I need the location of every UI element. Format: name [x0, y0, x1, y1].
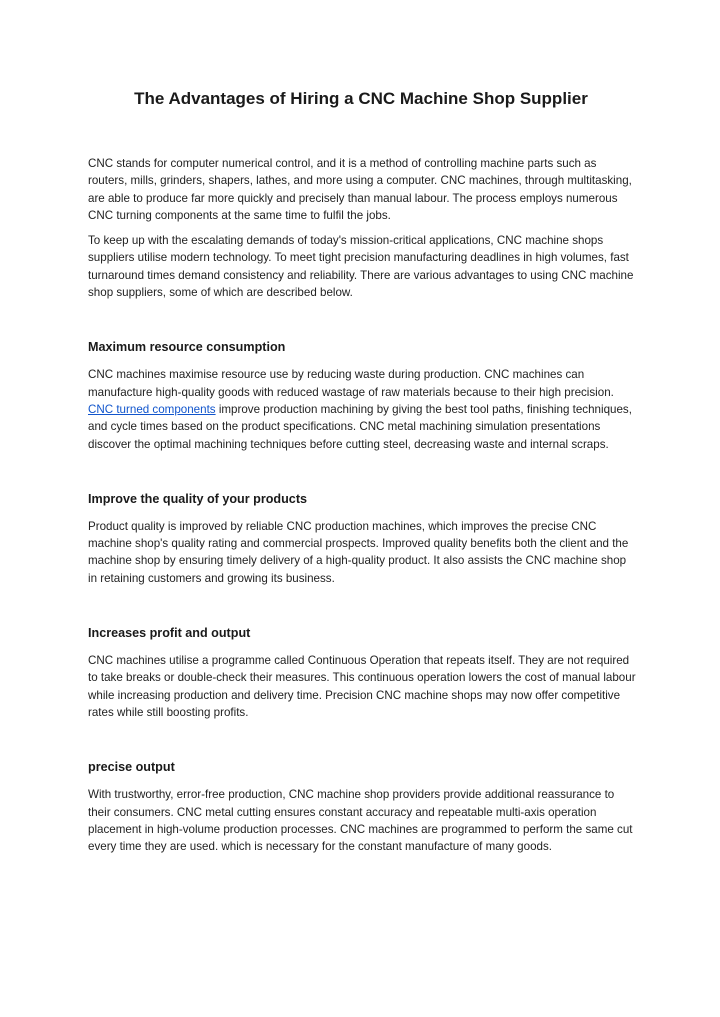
section-heading: Increases profit and output — [88, 626, 251, 641]
intro-paragraph-2: To keep up with the escalating demands of today's mission-critical applications, CNC machine shops suppliers utilise modern technology. To meet tight precision manufacturing deadlines in high volumes, fast turnaround times demand consistency and reliability. There are various advantages to using CNC machine shop suppliers, some of which are described below. — [88, 234, 634, 300]
section-paragraph: CNC machines utilise a programme called Continuous Operation that repeats itself. They are not required to take breaks or double-check their measures. This continuous operation lowers the cost of manual labour while increasing production and delivery time. Precision CNC machine shops may now offer competitive rates while still boosting profits. — [88, 654, 636, 719]
section-increases-profit — [88, 624, 636, 721]
section-paragraph — [88, 366, 636, 452]
section-spacer — [88, 309, 636, 338]
section-spacer — [88, 595, 636, 624]
paragraph-text: CNC machines maximise resource use by reducing waste during production. CNC machines can manufacture high-quality goods with reduced wastage of raw materials because to their high precision. — [88, 368, 614, 399]
section-precise-output — [88, 758, 636, 855]
section-improve-quality — [88, 490, 636, 587]
section-heading: Improve the quality of your products — [88, 491, 308, 506]
cnc-turned-components-link[interactable]: CNC turned components — [88, 402, 216, 416]
section-heading: Maximum resource consumption — [88, 340, 286, 355]
section-maximum-resource-consumption — [88, 338, 636, 452]
section-paragraph: With trustworthy, error-free production, CNC machine shop providers provide additional reassurance to their consumers. CNC metal cutting ensures constant accuracy and repeatable multi-axis operation placement in high-volume production processes. CNC machines are programmed to perform the same cut every time they are used. which is necessary for the constant manufacture of many goods. — [88, 788, 633, 854]
document-title: The Advantages of Hiring a CNC Machine Shop Supplier — [134, 89, 588, 108]
section-paragraph: Product quality is improved by reliable CNC production machines, which improves the precise CNC machine shop's quality rating and commercial prospects. Improved quality benefits both the client and the machine shop by ensuring timely delivery of a high-quality product. It also assists the CNC machine shop in retaining customers and growing its business. — [88, 519, 629, 585]
section-spacer — [88, 461, 636, 490]
section-heading: precise output — [88, 760, 175, 775]
intro-paragraph-1: CNC stands for computer numerical control, and it is a method of controlling machine parts such as routers, mills, grinders, shapers, lathes, and more using a computer. CNC machines, through multitasking, are able to produce far more quickly and precisely than manual labour. The process employs numerous CNC turning components at the same time to fulfil the jobs. — [88, 157, 632, 222]
section-spacer — [88, 729, 636, 758]
paragraph-text: improve production machining by giving the best tool paths, finishing techniques, and cycle times based on the product specifications. CNC metal machining simulation presentations discover the optimal machining techniques before cutting steel, decreasing waste and internal scraps. — [88, 402, 632, 451]
document-page — [88, 86, 636, 863]
